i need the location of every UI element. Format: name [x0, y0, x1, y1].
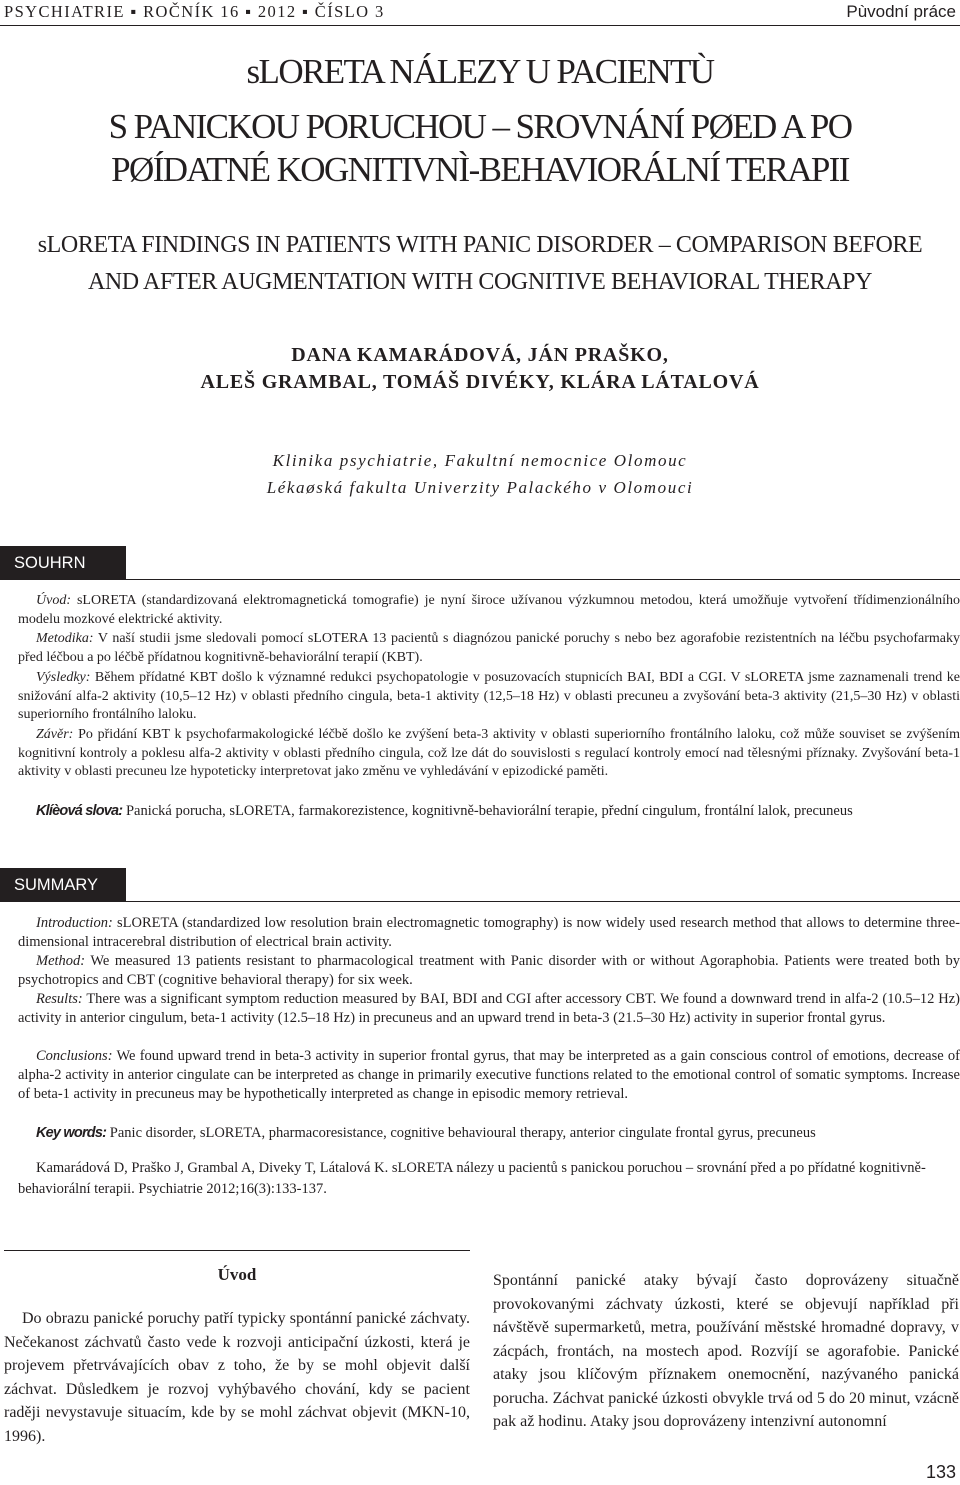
summary-conclusions-paragraph: [18, 1047, 960, 1104]
souhrn-zaver-paragraph: [18, 726, 960, 782]
zaver-label: Závěr:: [36, 727, 74, 742]
souhrn-keywords-paragraph: [18, 802, 960, 821]
summary-heading: SUMMARY: [0, 868, 126, 902]
summary-method-paragraph: [18, 952, 960, 990]
souhrn-metodika-paragraph: [18, 630, 960, 667]
klicova-slova-label: Klíèová slova:: [36, 803, 123, 819]
metodika-text: V naší studii jsme sledovali pomocí sLOTERA 13 pacientů s diagnózou panické poruchy s nebo bez agorafobie rezistentních na léčbu psychofarmaky před léčbou a po léčbě přídatnou kognitivně-behaviorální terapií (KBT).: [18, 631, 960, 665]
uvod-text: sLORETA (standardizovaná elektromagnetická tomografie) je nyní široce užívanou výzkumnou metodou, která umožňuje vytvoření třídimenzionálního modelu mozkové elektrické aktivity.: [18, 593, 960, 627]
running-header: [4, 2, 956, 24]
metodika-label: Metodika:: [36, 631, 94, 646]
souhrn-uvod-paragraph: [18, 592, 960, 629]
title-czech-line-1: sLORETA NÁLEZY U PACIENTÙ: [246, 52, 714, 91]
introduction-label: Introduction:: [36, 915, 113, 931]
zaver-text: Po přidání KBT k psychofarmakologické léčbě došlo ke zvýšení beta-3 aktivity v oblasti superiorního frontálního laloku, což může souviset se zvýšením kognitivní kontroly a poklesu alfa-2 aktivity v oblasti předního cingula, což lze dát do souvislosti s regulací kontroly emocí nad tělesnými příznaky. Zvyšování beta-1 aktivity v oblasti precuneu lze hypoteticky interpretovat jako změnu ve vyhledávání v epizodické paměti.: [18, 727, 960, 779]
summary-intro-paragraph: [18, 914, 960, 952]
results-label: Results:: [36, 991, 83, 1007]
vysledky-text: Během přídatné KBT došlo k významné redukci psychopatologie v posuzovacích stupnicích BAI, BDI a CGI. V sLORETA jsme zaznamenali trend ke snižování alfa-2 aktivity (10,5–12 Hz) v oblasti předního cingula, beta-1 aktivity (12,5–18 Hz) v oblasti precuneu a zvyšování beta-3 aktivity (21,5–30 Hz) v oblasti superiorního frontálního laloku.: [18, 670, 960, 722]
journal-issue-line: PSYCHIATRIE ▪ ROČNÍK 16 ▪ 2012 ▪ ČÍSLO 3: [4, 2, 385, 21]
summary-keywords-paragraph: [18, 1124, 960, 1143]
body-section-rule: [4, 1250, 470, 1251]
uvod-label: Úvod:: [36, 593, 71, 608]
summary-rule: [126, 901, 960, 902]
key-words-label: Key words:: [36, 1125, 107, 1141]
method-label: Method:: [36, 953, 86, 969]
body-column-right: Spontánní panické ataky bývají často doprovázeny situačně provokovanými záchvaty úzkosti, které se objevují například při návštěvě supermarketů, metra, používání městské hromadné dopravy, v zácpách, frontách, na mostech apod. Rozvíjí se agorafobie. Panické ataky jsou klíčovým příznakem onemocnění, nazývaného panická porucha. Záchvat panické úzkosti obvykle trvá od 5 do 20 minut, vzácně pak až hodinu. Ataky jsou doprovázeny intenzivní autonomní: [493, 1272, 959, 1430]
citation: Kamarádová D, Praško J, Grambal A, Diveky T, Látalová K. sLORETA nálezy u pacientů s panickou poruchou – srovnání před a po přídatné kognitivně-behaviorální terapii. Psychiatrie 2012;16(3):133-137.: [18, 1160, 926, 1197]
klicova-slova-text: Panická porucha, sLORETA, farmakorezistence, kognitivně-behaviorální terapie, přední cingulum, frontální lalok, precuneus: [122, 803, 853, 819]
title-czech-line-2: S PANICKOU PORUCHOU – SROVNÁNÍ PØED A PO: [108, 107, 852, 146]
title-czech-line-3: PØÍDATNÉ KOGNITIVNÌ-BEHAVIORÁLNÍ TERAPII: [111, 150, 849, 189]
article-type-label: Pùvodní práce: [846, 2, 956, 21]
affiliation-line-2: Lékaøská fakulta Univerzity Palackého v Olomouci: [266, 478, 694, 497]
souhrn-rule: [126, 579, 960, 580]
header-rule: [0, 25, 960, 26]
introduction-text: sLORETA (standardized low resolution brain electromagnetic tomography) is now widely used research method that allows to determine three-dimensional intracerebral distribution of electrical brain activity.: [18, 915, 960, 950]
conclusions-text: We found upward trend in beta-3 activity in superior frontal gyrus, that may be interpreted as a gain conscious control of emotions, decrease of alpha-2 activity in anterior cingulate can be interpreted as change in primarily executive functions related to the emotional control of somatic symptoms. Increase of beta-1 activity in precuneus may be hypothetically interpreted as change in episodic memory retrieval.: [18, 1048, 960, 1102]
uvod-heading: Úvod: [217, 1265, 257, 1284]
results-text: There was a significant symptom reduction measured by BAI, BDI and CGI after accessory CBT. We found a downward trend in alfa-2 (10.5–12 Hz) activity in anterior cingulum, beta-1 activity (12.5–18 Hz) in precuneus and an upward trend in beta-3 (21.5–30 Hz) activity in superior frontal gyrus.: [18, 991, 960, 1026]
method-text: We measured 13 patients resistant to pharmacological treatment with Panic disorder with or without Agoraphobia. Patients were treated both by psychotropics and CBT (cognitive behavioral therapy) for six week.: [18, 953, 960, 988]
title-english-line-2: AND AFTER AUGMENTATION WITH COGNITIVE BEHAVIORAL THERAPY: [87, 269, 873, 295]
key-words-text: Panic disorder, sLORETA, pharmacoresistance, cognitive behavioural therapy, anterior cingulate frontal gyrus, precuneus: [106, 1125, 816, 1141]
authors-line-1: DANA KAMARÁDOVÁ, JÁN PRAŠKO,: [291, 344, 669, 366]
summary-results-paragraph: [18, 990, 960, 1028]
souhrn-heading: SOUHRN: [0, 546, 126, 580]
authors-line-2: ALEŠ GRAMBAL, TOMÁŠ DIVÉKY, KLÁRA LÁTALOVÁ: [200, 371, 760, 393]
title-english-line-1: sLORETA FINDINGS IN PATIENTS WITH PANIC DISORDER – COMPARISON BEFORE: [37, 232, 923, 258]
affiliation-line-1: Klinika psychiatrie, Fakultní nemocnice Olomouc: [272, 451, 688, 470]
page-number: 133: [925, 1462, 956, 1482]
body-column-left: Do obrazu panické poruchy patří typicky spontánní panické záchvaty. Nečekanost záchvatů často vede k rozvoji anticipační úzkosti, která je projevem přetrvávajících obav z toho, že by se mohl objevit další záchvat. Důsledkem je rozvoj vyhýbavého chování, kdy se pacient raději nevystavuje situacím, kde by se mohl záchvat objevit (MKN-10, 1996).: [4, 1310, 470, 1445]
vysledky-label: Výsledky:: [36, 670, 91, 685]
conclusions-label: Conclusions:: [36, 1048, 113, 1064]
souhrn-vysledky-paragraph: [18, 669, 960, 725]
